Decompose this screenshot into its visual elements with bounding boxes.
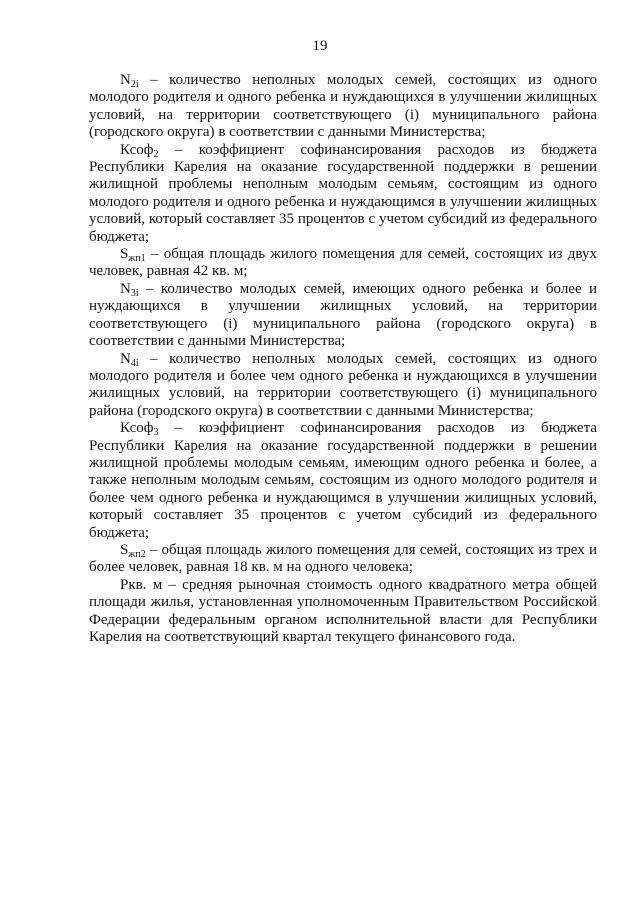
definition-text: – количество неполных молодых семей, состоящих из одного молодого родителя и одного ребенка и нуждающихся в улучшении жилищных условий, на территории соответствующего (i) муниципального района (городского округа) в соответствии с данными Министерства; <box>89 72 597 141</box>
symbol: S <box>120 246 129 263</box>
definition-paragraph <box>89 72 597 142</box>
definition-text: – коэффициент софинансирования расходов из бюджета Республики Карелия на оказание государственной поддержки в решении жилищной проблемы молодым семьям, имеющим одного ребенка и более, а также неполным молодым семьям, состоящим из одного молодого родителя и более чем одного ребенка и нуждающимся в улучшении жилищных условий, который составляет 35 процентов с учетом субсидий из федерального бюджета; <box>89 420 597 541</box>
definition-text: – общая площадь жилого помещения для семей, состоящих из трех и более человек, равная 18 кв. м на одного человека; <box>89 541 597 576</box>
definition-text: – коэффициент софинансирования расходов из бюджета Республики Карелия на оказание государственной поддержки в решении жилищной проблемы неполным молодым семьям, состоящим из одного молодого родителя и одного ребенка и нуждающимся в улучшении жилищных условий, который составляет 35 процентов с учетом субсидий из федерального бюджета; <box>89 141 597 245</box>
definition-text: Ркв. м – средняя рыночная стоимость одного квадратного метра общей площади жилья, установленная уполномоченным Правительством Российской Федерации федеральным органом исполнительной власти для Республики Карелия на соответствующий квартал текущего финансового года. <box>89 576 597 645</box>
symbol: S <box>120 541 129 558</box>
symbol-subscript: жп2 <box>128 548 146 560</box>
symbol-subscript: жп1 <box>128 253 146 265</box>
definition-text: – общая площадь жилого помещения для семей, состоящих из двух человек, равная 42 кв. м; <box>89 246 597 280</box>
symbol-subscript: 2i <box>130 79 139 90</box>
definition-paragraph <box>89 420 597 542</box>
definition-text: – количество неполных молодых семей, состоящих из одного молодого родителя и более чем одного ребенка и нуждающихся в улучшении жилищных условий, на территории соответствующего (i) муниципального района (городского округа) в соответствии с данными Министерства; <box>89 350 597 419</box>
symbol-subscript: 3i <box>130 287 139 299</box>
definition-paragraph <box>89 542 597 577</box>
definition-paragraph <box>89 577 597 647</box>
symbol: N <box>120 350 131 367</box>
symbol-subscript: 4i <box>130 357 139 369</box>
symbol: Ксоф <box>120 420 154 437</box>
symbol-subscript: 3 <box>153 427 159 439</box>
definition-text: – количество молодых семей, имеющих одного ребенка и более и нуждающихся в улучшении жилищных условий, на территории соответствующего (i) муниципального района (городского округа) в соответствии с данными Министерства; <box>89 280 597 350</box>
symbol-subscript: 2 <box>153 148 159 160</box>
definition-paragraph <box>89 246 597 281</box>
definition-paragraph <box>89 281 597 351</box>
page-number: 19 <box>312 38 328 54</box>
symbol: N <box>120 280 131 297</box>
definition-paragraph <box>89 142 597 246</box>
symbol: N <box>120 72 131 88</box>
document-body <box>89 72 597 646</box>
symbol: Ксоф <box>120 141 154 158</box>
definition-paragraph <box>89 351 597 421</box>
